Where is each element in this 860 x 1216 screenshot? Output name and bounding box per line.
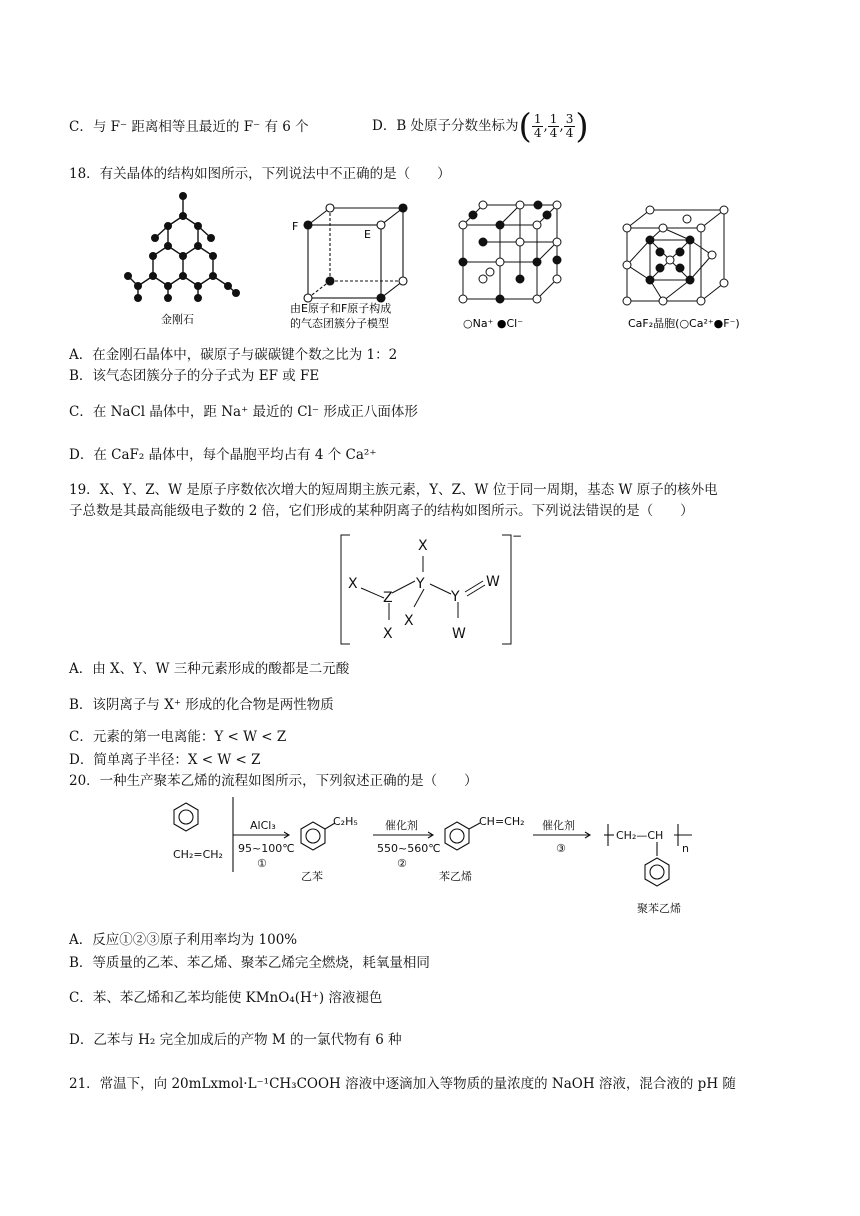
q21-stem: 21．常温下，向 20mLxmol·L⁻¹CH₃COOH 溶液中逐滴加入等物质的量浓度的 NaOH 溶液，混合液的 pH 随	[69, 1076, 736, 1092]
q19-option-d: D．简单离子半径：X < W < Z	[69, 752, 261, 768]
q18-option-a: A．在金刚石晶体中，碳原子与碳碳键个数之比为 1：2	[69, 347, 398, 363]
ion-w-double: W	[486, 574, 500, 590]
q18-option-c: C．在 NaCl 晶体中，距 Na⁺ 最近的 Cl⁻ 形成正八面体形	[69, 404, 418, 420]
benzene-ring-3	[445, 822, 469, 850]
step1-num: ①	[257, 857, 267, 870]
step1-temp: 95~100℃	[238, 842, 295, 855]
ion-z: Z	[383, 590, 393, 606]
ethylbenzene-label: 乙苯	[301, 870, 323, 883]
fraction-1: $\frac{1}{4}$	[533, 112, 542, 140]
polystyrene-label: 聚苯乙烯	[637, 902, 681, 915]
q19-stem-line2: 子总数是其最高能级电子数的 2 倍，它们形成的某种阴离子的结构如图所示。下列说法错误的是（ ）	[69, 503, 694, 519]
diamond-figure	[125, 193, 240, 302]
q18-option-b: B．该气态团簇分子的分子式为 EF 或 FE	[69, 368, 320, 384]
q19-stem-line1: 19．X、Y、Z、W 是原子序数依次增大的短周期主族元素，Y、Z、W 位于同一周期，基态 W 原子的核外电	[69, 482, 718, 498]
q17-option-d: D．B 处原子分数坐标为( $\frac{1}{4}$ , $\frac{1}{4}$ , $\frac{3}{4}$ )	[372, 106, 589, 147]
benzene-ring-2	[301, 822, 325, 850]
cluster-label-2: 的气态团簇分子模型	[290, 317, 389, 330]
ion-x-mid: X	[404, 613, 414, 629]
benzene-ring-4	[645, 858, 669, 886]
ion-x-left: X	[348, 576, 358, 592]
caf2-figure	[623, 206, 728, 305]
nacl-label: ○Na⁺ ●Cl⁻	[463, 317, 524, 330]
ethyl-group: C₂H₅	[333, 815, 358, 828]
benzene-ring-1	[174, 803, 198, 831]
ion-x-top: X	[418, 538, 428, 554]
diamond-label: 金刚石	[161, 313, 194, 326]
cluster-f-label: F	[292, 220, 299, 233]
q18-option-d: D．在 CaF₂ 晶体中，每个晶胞平均占有 4 个 Ca²⁺	[69, 447, 377, 463]
q20-option-c: C．苯、苯乙烯和乙苯均能使 KMnO₄(H⁺) 溶液褪色	[69, 990, 383, 1006]
cluster-label-1: 由E原子和F原子构成	[290, 302, 392, 315]
fraction-3: $\frac{3}{4}$	[565, 112, 574, 140]
q19-option-b: B．该阴离子与 X⁺ 形成的化合物是两性物质	[69, 697, 334, 713]
q20-option-b: B．等质量的乙苯、苯乙烯、聚苯乙烯完全燃烧，耗氧量相同	[69, 955, 430, 971]
polymer-n: n	[682, 842, 689, 855]
ion-w-bottom: W	[452, 626, 466, 642]
polymer-chain: CH₂—CH	[616, 829, 664, 842]
q20-option-d: D．乙苯与 H₂ 完全加成后的产物 M 的一氯代物有 6 种	[69, 1032, 402, 1048]
fraction-2: $\frac{1}{4}$	[549, 112, 558, 140]
ion-x-bottom: X	[383, 626, 393, 642]
step2-reagent: 催化剂	[385, 819, 418, 832]
q19-option-a: A．由 X、Y、W 三种元素形成的酸都是二元酸	[69, 661, 350, 677]
q20-option-a: A．反应①②③原子利用率均为 100%	[69, 932, 298, 948]
cluster-figure	[304, 204, 407, 302]
step3-reagent: 催化剂	[542, 819, 575, 832]
step2-num: ②	[397, 857, 407, 870]
step3-num: ③	[556, 842, 566, 855]
cluster-e-label: E	[364, 228, 371, 241]
q20-stem: 20．一种生产聚苯乙烯的流程如图所示，下列叙述正确的是（ ）	[69, 773, 478, 789]
ion-y-center: Y	[416, 576, 425, 592]
nacl-figure	[459, 201, 561, 303]
ethylene: CH₂=CH₂	[173, 848, 223, 861]
q19-option-c: C．元素的第一电离能：Y < W < Z	[69, 729, 287, 745]
step2-temp: 550~560℃	[377, 842, 441, 855]
vinyl-group: CH=CH₂	[479, 815, 525, 828]
ion-y-right: Y	[451, 589, 460, 605]
q18-stem: 18．有关晶体的结构如图所示，下列说法中不正确的是（ ）	[69, 166, 451, 182]
ion-charge: −	[512, 529, 523, 543]
styrene-label: 苯乙烯	[439, 870, 472, 883]
q17-option-c: C．与 F⁻ 距离相等且最近的 F⁻ 有 6 个	[69, 119, 309, 135]
caf2-label: CaF₂晶胞(○Ca²⁺●F⁻)	[628, 317, 740, 330]
step1-reagent: AlCl₃	[250, 819, 276, 832]
